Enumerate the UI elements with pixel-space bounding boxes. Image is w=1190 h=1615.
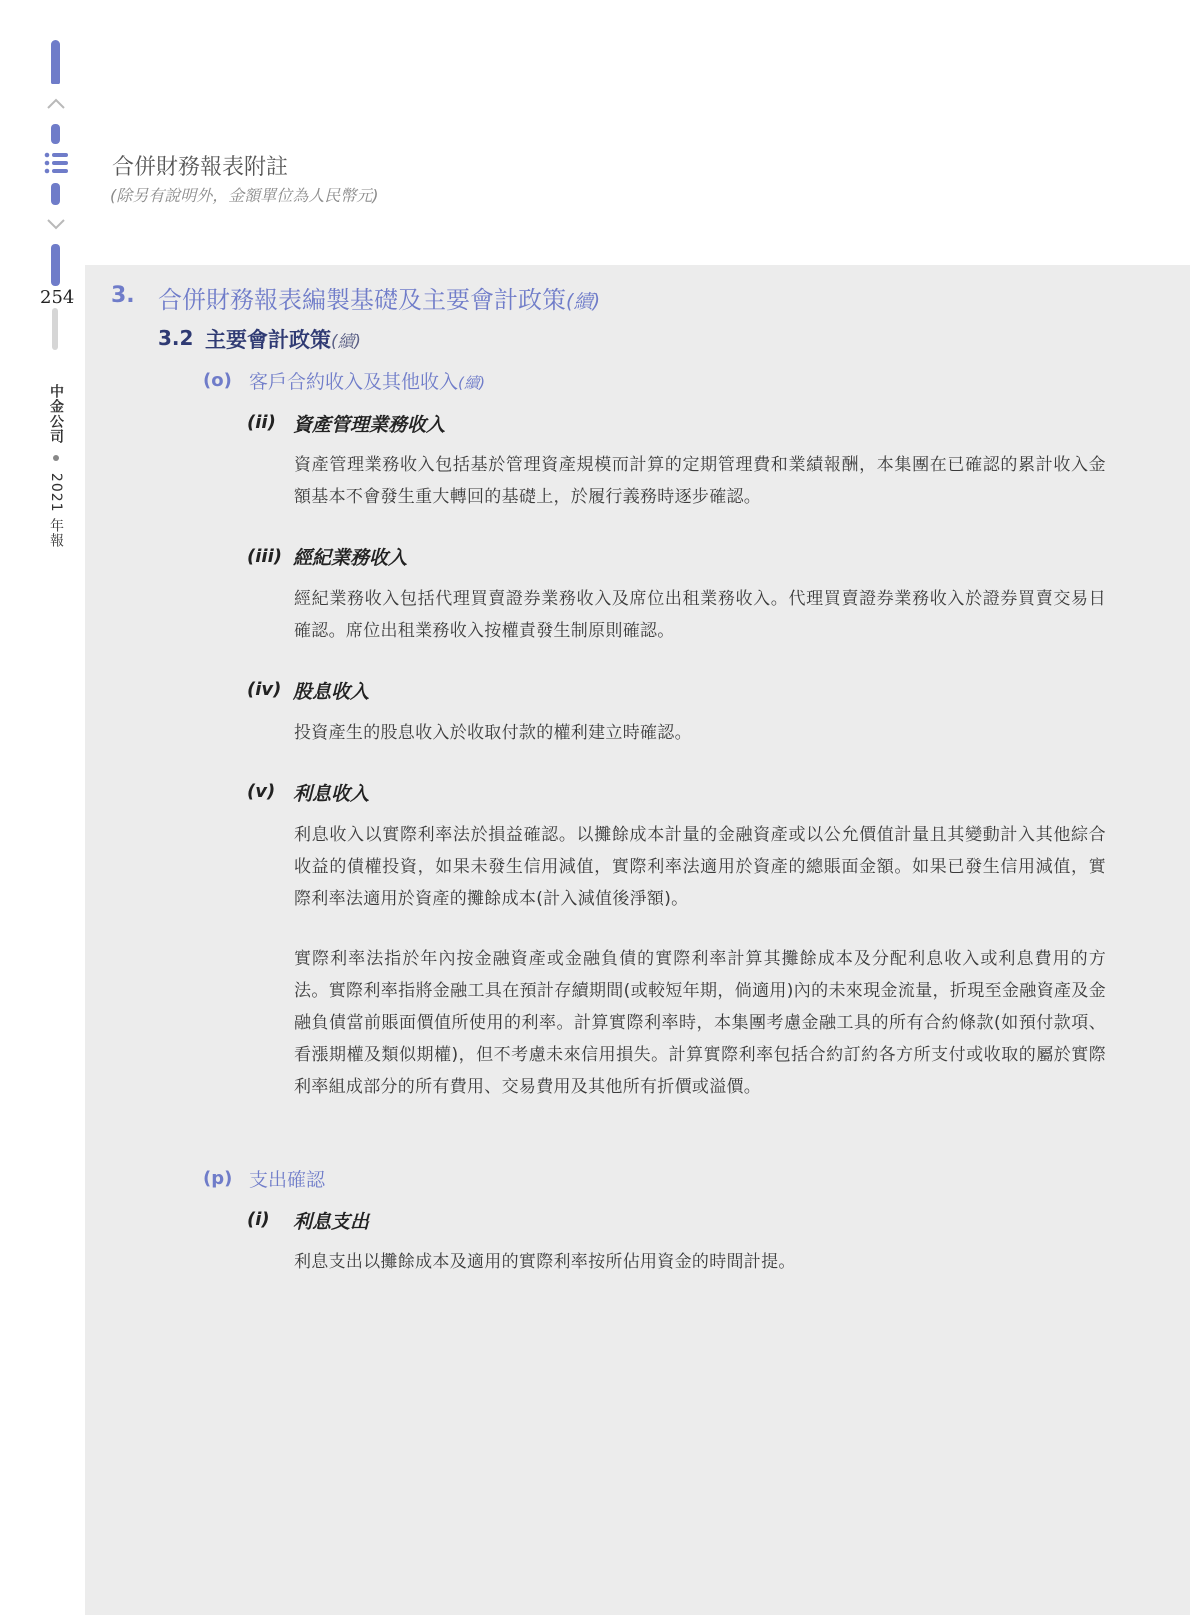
nav-rail-segment [51, 124, 60, 144]
menu-list-icon[interactable] [44, 152, 68, 174]
nav-rail-segment [51, 244, 60, 286]
section-title: 合併財務報表編製基礎及主要會計政策 [158, 286, 566, 314]
paragraph: 實際利率法指於年內按金融資產或金融負債的實際利率計算其攤餘成本及分配利息收入或利息費用的方法。實際利率指將金融工具在預計存續期間(或較短年期，倘適用)內的未來現金流量，折現至金融資產及金融負債當前賬面價值所使用的利率。計算實際利率時，本集團考慮金融工具的所有合約條款(如預付款項、看漲期權及類似期權)，但不考慮未來信用損失。計算實際利率包括合約訂約各方所支付或收取的屬於實際利率組成部分的所有費用、交易費用及其他所有折價或溢價。 [294, 949, 1106, 1097]
item-number: (o) [203, 370, 232, 391]
subitem-number: (v) [247, 781, 276, 802]
continued-marker: (續) [458, 374, 486, 392]
subitem-title: 經紀業務收入 [293, 547, 408, 569]
subitem-title: 資產管理業務收入 [293, 414, 446, 436]
report-year: 2021 年報 [48, 472, 64, 548]
section-heading [158, 280, 600, 315]
page-title: 合併財務報表附註 [112, 155, 289, 180]
paragraph: 利息收入以實際利率法於損益確認。以攤餘成本計量的金融資產或以公允價值計量且其變動計入其他綜合收益的債權投資，如果未發生信用減值，實際利率法適用於資產的總賬面金額。如果已發生信用減值，實際利率法適用於資產的攤餘成本(計入減值後淨額)。 [294, 825, 1106, 909]
chevron-down-icon[interactable] [46, 214, 66, 234]
subitem-title: 利息收入 [293, 783, 370, 805]
subitem-title: 利息支出 [293, 1211, 370, 1233]
paragraph: 資產管理業務收入包括基於管理資產規模而計算的定期管理費和業績報酬，本集團在已確認的累計收入金額基本不會發生重大轉回的基礎上，於履行義務時逐步確認。 [294, 455, 1106, 507]
subitem-number: (iii) [247, 546, 282, 567]
page-number: 254 [40, 287, 75, 308]
item-title: 客戶合約收入及其他收入 [249, 371, 459, 393]
continued-marker: (續) [331, 331, 361, 351]
item-number: (p) [203, 1168, 233, 1189]
subsection-title: 主要會計政策 [205, 328, 331, 352]
subsection-number: 3.2 [158, 326, 194, 350]
separator-dot [53, 455, 59, 461]
company-name: 中金公司 [48, 384, 64, 444]
paragraph: 投資產生的股息收入於收取付款的權利建立時確認。 [294, 723, 692, 743]
subitem-number: (ii) [247, 412, 276, 433]
subitem-number: (i) [247, 1209, 270, 1230]
nav-rail-divider [52, 308, 58, 350]
subsection-heading [205, 324, 361, 354]
vertical-brand-label [46, 384, 66, 548]
paragraph: 經紀業務收入包括代理買賣證券業務收入及席位出租業務收入。代理買賣證券業務收入於證券買賣交易日確認。席位出租業務收入按權責發生制原則確認。 [294, 589, 1106, 641]
subitem-number: (iv) [247, 679, 282, 700]
section-number: 3. [111, 283, 135, 308]
item-heading [249, 367, 485, 394]
subitem-title: 股息收入 [293, 681, 370, 703]
nav-rail-segment [51, 40, 60, 84]
nav-rail-segment [51, 183, 60, 205]
item-title: 支出確認 [249, 1169, 326, 1191]
paragraph: 利息支出以攤餘成本及適用的實際利率按所佔用資金的時間計提。 [294, 1252, 796, 1272]
page-subtitle: (除另有說明外，金額單位為人民幣元) [110, 186, 379, 205]
continued-marker: (續) [566, 290, 601, 313]
chevron-up-icon[interactable] [46, 94, 66, 114]
